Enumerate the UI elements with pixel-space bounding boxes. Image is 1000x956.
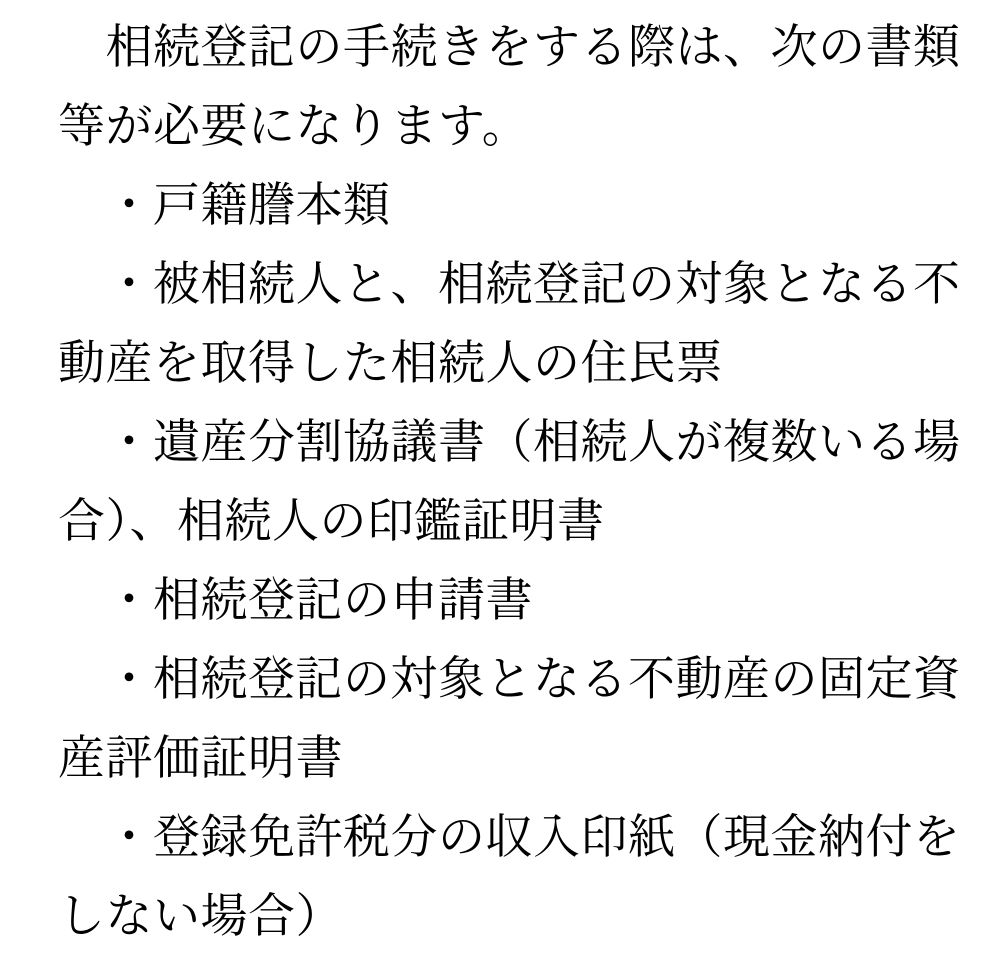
paragraph-item-shinseisho: ・相続登記の申請書 <box>58 573 533 628</box>
paragraph-item-isanbunkatsu: ・遺産分割協議書（相続人が複数いる場合）、相続人の印鑑証明書 <box>58 415 961 549</box>
document-text-block <box>58 8 978 956</box>
paragraph-intro: 相続登記の手続きをする際は、次の書類等が必要になります。 <box>58 20 961 154</box>
paragraph-item-juminhyo: ・被相続人と、相続登記の対象となる不動産を取得した相続人の住民票 <box>58 257 961 391</box>
paragraph-item-koseki: ・戸籍謄本類 <box>58 178 391 233</box>
paragraph-item-hyokashomeisho: ・相続登記の対象となる不動産の固定資産評価証明書 <box>58 652 961 786</box>
paragraph-item-inshi: ・登録免許税分の収入印紙（現金納付をしない場合） <box>58 810 961 944</box>
